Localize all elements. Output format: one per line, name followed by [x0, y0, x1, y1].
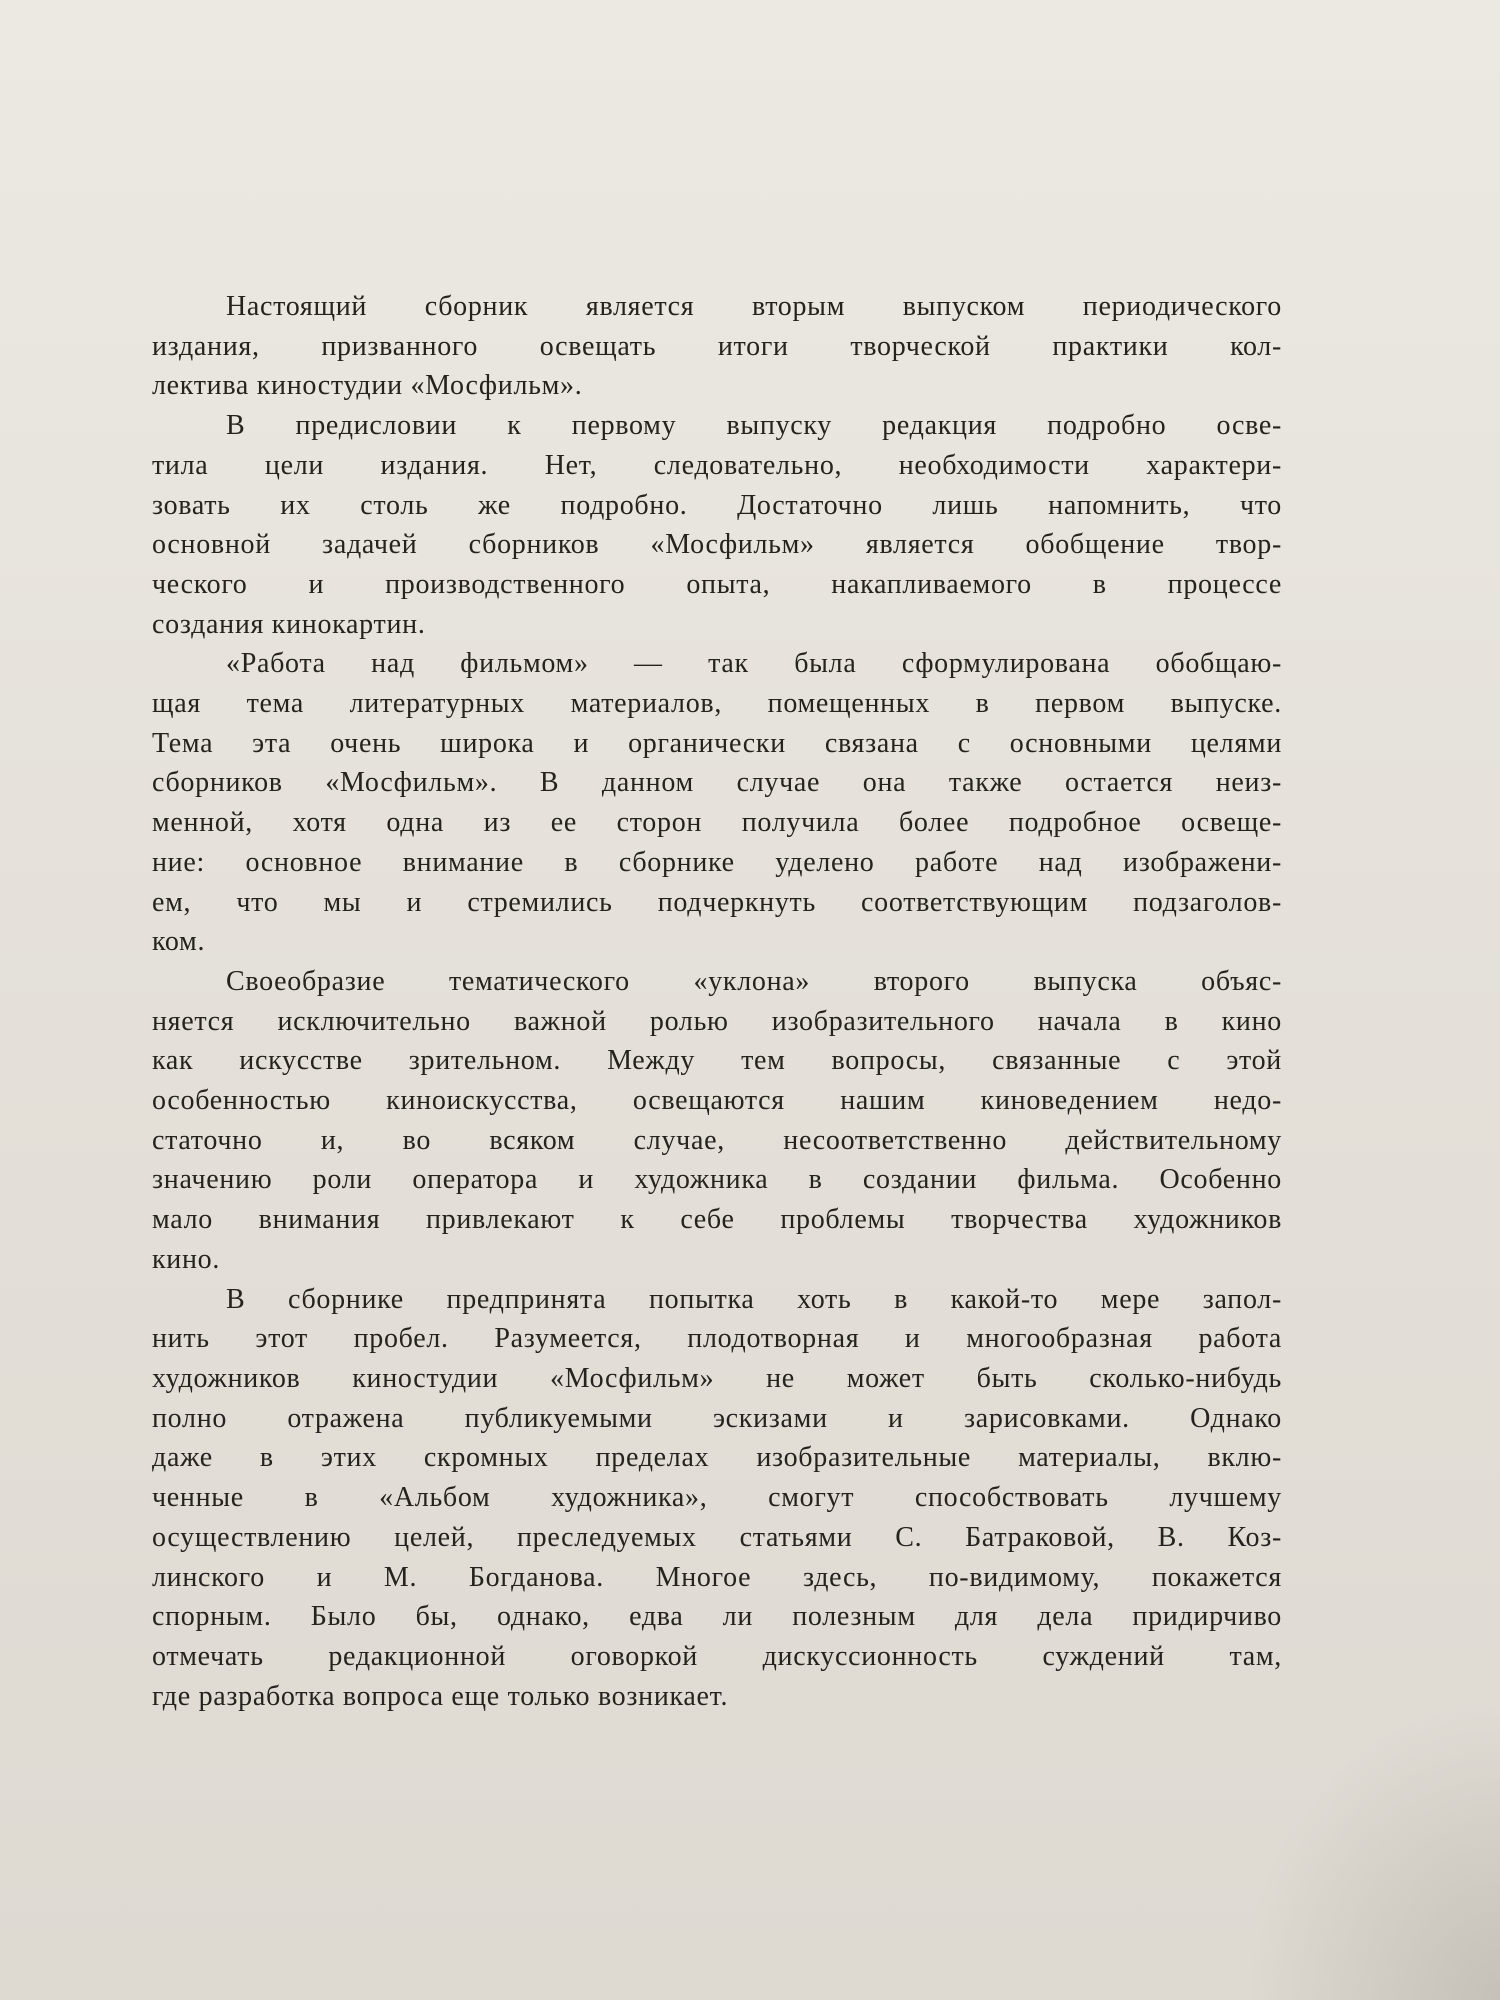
text-line: ческого и производственного опыта, накапливаемого в процессе: [152, 568, 1282, 600]
text-line: спорным. Было бы, однако, едва ли полезным для дела придирчиво: [152, 1601, 1282, 1633]
text-line: кино.: [152, 1243, 221, 1275]
text-line: создания кинокартин.: [152, 608, 426, 640]
text-line: лектива киностудии «Мосфильм».: [152, 370, 583, 402]
text-line: ем, что мы и стремились подчеркнуть соответствующим подзаголов-: [152, 886, 1282, 918]
text-line: отмечать редакционной оговоркой дискуссионность суждений там,: [152, 1640, 1282, 1672]
paragraph-4: [152, 962, 1282, 1280]
text-line: как искусстве зрительном. Между тем вопросы, связанные с этой: [152, 1045, 1282, 1077]
text-line: даже в этих скромных пределах изобразительные материалы, вклю-: [152, 1442, 1282, 1474]
text-line: няется исключительно важной ролью изобразительного начала в кино: [152, 1005, 1282, 1037]
text-line: В сборнике предпринята попытка хоть в какой-то мере запол-: [226, 1283, 1282, 1315]
paragraph-2: [152, 406, 1282, 644]
text-line: зовать их столь же подробно. Достаточно лишь напомнить, что: [152, 489, 1282, 521]
text-line: Настоящий сборник является вторым выпуском периодического: [226, 291, 1282, 322]
text-line: статочно и, во всяком случае, несоответственно действительному: [152, 1124, 1282, 1156]
preface-text: [152, 287, 1282, 1716]
text-line: щая тема литературных материалов, помещенных в первом выпуске.: [152, 688, 1282, 720]
text-line: тила цели издания. Нет, следовательно, необходимости характери-: [152, 449, 1282, 481]
text-line: линского и М. Богданова. Многое здесь, по-видимому, покажется: [152, 1561, 1282, 1593]
text-line: издания, призванного освещать итоги творческой практики кол-: [152, 330, 1282, 362]
text-line: ком.: [152, 926, 206, 958]
text-line: менной, хотя одна из ее сторон получила более подробное освеще-: [152, 807, 1282, 839]
text-line: где разработка вопроса еще только возникает.: [152, 1680, 729, 1712]
text-line: В предисловии к первому выпуску редакция подробно осве-: [226, 410, 1282, 442]
text-line: «Работа над фильмом» — так была сформулирована обобщаю-: [226, 648, 1282, 680]
page-shadow: [1240, 1700, 1500, 2000]
paragraph-3: [152, 644, 1282, 962]
text-line: художников киностудии «Мосфильм» не может быть сколько-нибудь: [152, 1362, 1282, 1394]
text-line: основной задачей сборников «Мосфильм» является обобщение твор-: [152, 529, 1282, 561]
text-line: значению роли оператора и художника в создании фильма. Особенно: [152, 1164, 1282, 1196]
text-line: ченные в «Альбом художника», смогут способствовать лучшему: [152, 1482, 1282, 1514]
text-line: полно отражена публикуемыми эскизами и зарисовками. Однако: [152, 1402, 1282, 1434]
text-line: осуществлению целей, преследуемых статьями С. Батраковой, В. Коз-: [152, 1521, 1282, 1553]
paragraph-5: [152, 1280, 1282, 1717]
text-line: Тема эта очень широка и органически связана с основными целями: [152, 727, 1282, 759]
text-line: нить этот пробел. Разумеется, плодотворная и многообразная работа: [152, 1323, 1282, 1355]
text-line: сборников «Мосфильм». В данном случае она также остается неиз-: [152, 767, 1282, 799]
text-line: мало внимания привлекают к себе проблемы творчества художников: [152, 1204, 1282, 1236]
text-line: ние: основное внимание в сборнике уделено работе над изображени-: [152, 846, 1282, 878]
text-line: Своеобразие тематического «уклона» второго выпуска объяс-: [226, 965, 1282, 997]
text-line: особенностью киноискусства, освещаются нашим киноведением недо-: [152, 1085, 1282, 1117]
paragraph-1: [152, 287, 1282, 406]
